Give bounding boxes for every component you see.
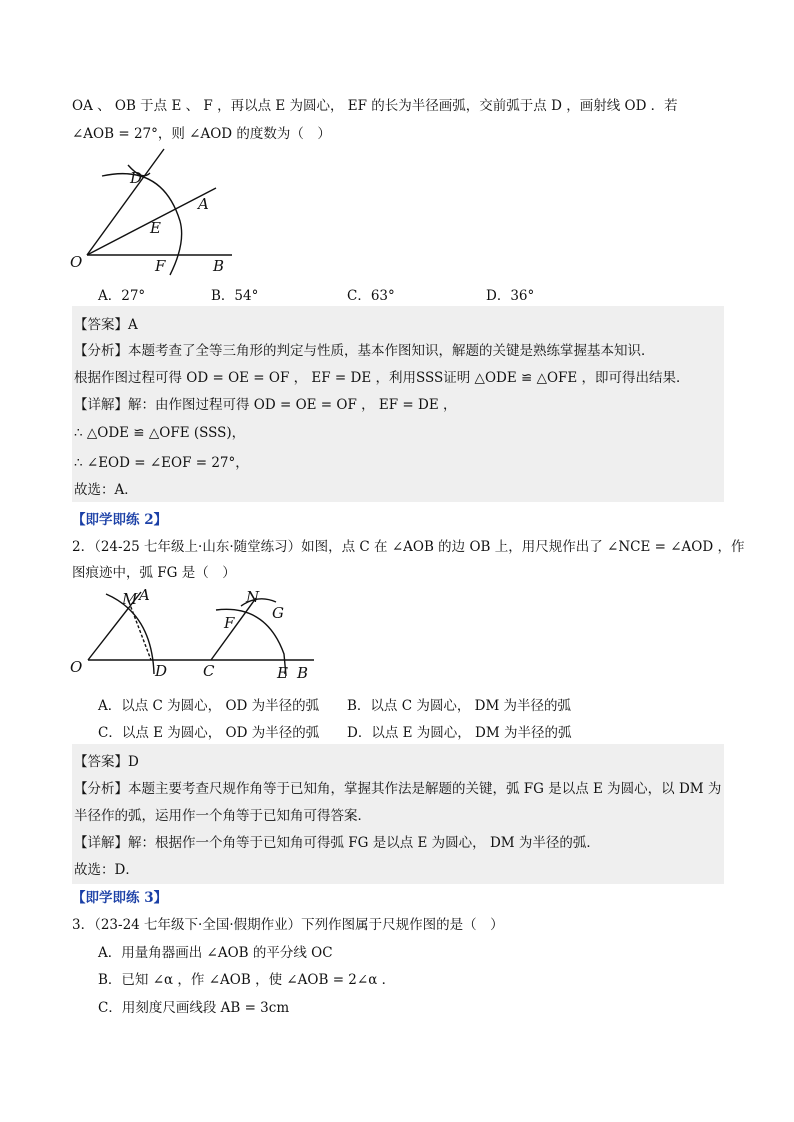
q2-detail-1: 【详解】解：根据作一个角等于已知角可得弧 FG 是以点 E 为圆心， DM 为半径的弧．: [74, 835, 600, 851]
q1-detail-3: ∴ ∠EOD = ∠EOF = 27°，: [74, 455, 249, 471]
q2-stem-line1: 2．（24-25 七年级上·山东·随堂练习）如图，点 C 在 ∠AOB 的边 OB 上，用尺规作出了 ∠NCE = ∠AOD ，作: [72, 539, 745, 555]
q1-detail-1: 【详解】解：由作图过程可得 OD = OE = OF ， EF = DE ，: [74, 397, 457, 413]
q2-option-d: D．以点 E 为圆心， DM 为半径的弧: [347, 725, 572, 741]
label-g: G: [272, 604, 284, 622]
section-heading-2: 【即学即练 2】: [72, 512, 168, 528]
label-m: M: [122, 590, 138, 608]
q1-stem-line1: OA 、 OB 于点 E 、 F ，再以点 E 为圆心， EF 的长为半径画弧，交前弧于点 D ，画射线 OD ．若: [72, 98, 678, 114]
q3-option-b: B．已知 ∠α ，作 ∠AOB ，使 ∠AOB = 2∠α ．: [98, 972, 396, 988]
arc-df: [102, 174, 182, 275]
label-e-2: E: [277, 664, 288, 682]
q1-detail-2: ∴ △ODE ≌ △OFE (SSS)，: [74, 425, 246, 441]
q2-detail-2: 故选：D．: [74, 862, 139, 878]
q1-answer: 【答案】A: [74, 317, 138, 333]
dashed-md: [129, 602, 151, 660]
q2-option-b: B．以点 C 为圆心， DM 为半径的弧: [347, 698, 572, 714]
ray-od: [87, 149, 164, 255]
q2-figure: [66, 584, 326, 684]
label-c: C: [203, 662, 215, 680]
q1-analysis-2: 根据作图过程可得 OD = OE = OF ， EF = DE ，利用SSS证明 △ODE ≌ △OFE ，即可得出结果．: [74, 370, 690, 386]
q3-option-a: A．用量角器画出 ∠AOB 的平分线 OC: [98, 945, 333, 961]
q2-answer: 【答案】D: [74, 754, 139, 770]
q2-stem-line2: 图痕迹中，弧 FG 是（ ）: [72, 565, 236, 581]
label-d: D: [130, 169, 143, 187]
q1-detail-4: 故选：A．: [74, 482, 138, 498]
label-e: E: [150, 219, 161, 237]
q1-option-c: C．63°: [347, 288, 395, 304]
label-b: B: [213, 257, 225, 275]
q3-stem: 3．（23-24 七年级下·全国·假期作业）下列作图属于尺规作图的是（ ）: [72, 917, 504, 933]
q1-option-d: D．36°: [486, 288, 535, 304]
label-f: F: [155, 257, 166, 275]
q1-figure: [62, 143, 262, 278]
q3-option-c: C．用刻度尺画线段 AB = 3cm: [98, 1000, 290, 1016]
label-a-2: A: [139, 586, 150, 604]
label-d-2: D: [155, 662, 168, 680]
q2-analysis-2: 半径作的弧，运用作一个角等于已知角可得答案．: [74, 808, 371, 824]
label-f-2: F: [224, 614, 235, 632]
label-o-2: O: [70, 658, 83, 676]
q2-analysis-1: 【分析】本题主要考查尺规作角等于已知角，掌握其作法是解题的关键，弧 FG 是以点 E 为圆心，以 DM 为: [74, 781, 722, 797]
q1-option-b: B．54°: [211, 288, 259, 304]
q1-stem-line2: ∠AOB = 27°，则 ∠AOD 的度数为（ ）: [72, 126, 331, 142]
label-b-2: B: [297, 664, 309, 682]
label-n: N: [246, 588, 260, 606]
q2-option-a: A．以点 C 为圆心， OD 为半径的弧: [98, 698, 320, 714]
q1-analysis-1: 【分析】本题考查了全等三角形的判定与性质，基本作图知识，解题的关键是熟练掌握基本知识．: [74, 343, 655, 359]
label-o: O: [70, 253, 83, 271]
section-heading-3: 【即学即练 3】: [72, 890, 168, 906]
q2-option-c: C．以点 E 为圆心， OD 为半径的弧: [98, 725, 320, 741]
q1-option-a: A．27°: [98, 288, 146, 304]
label-a: A: [198, 195, 209, 213]
